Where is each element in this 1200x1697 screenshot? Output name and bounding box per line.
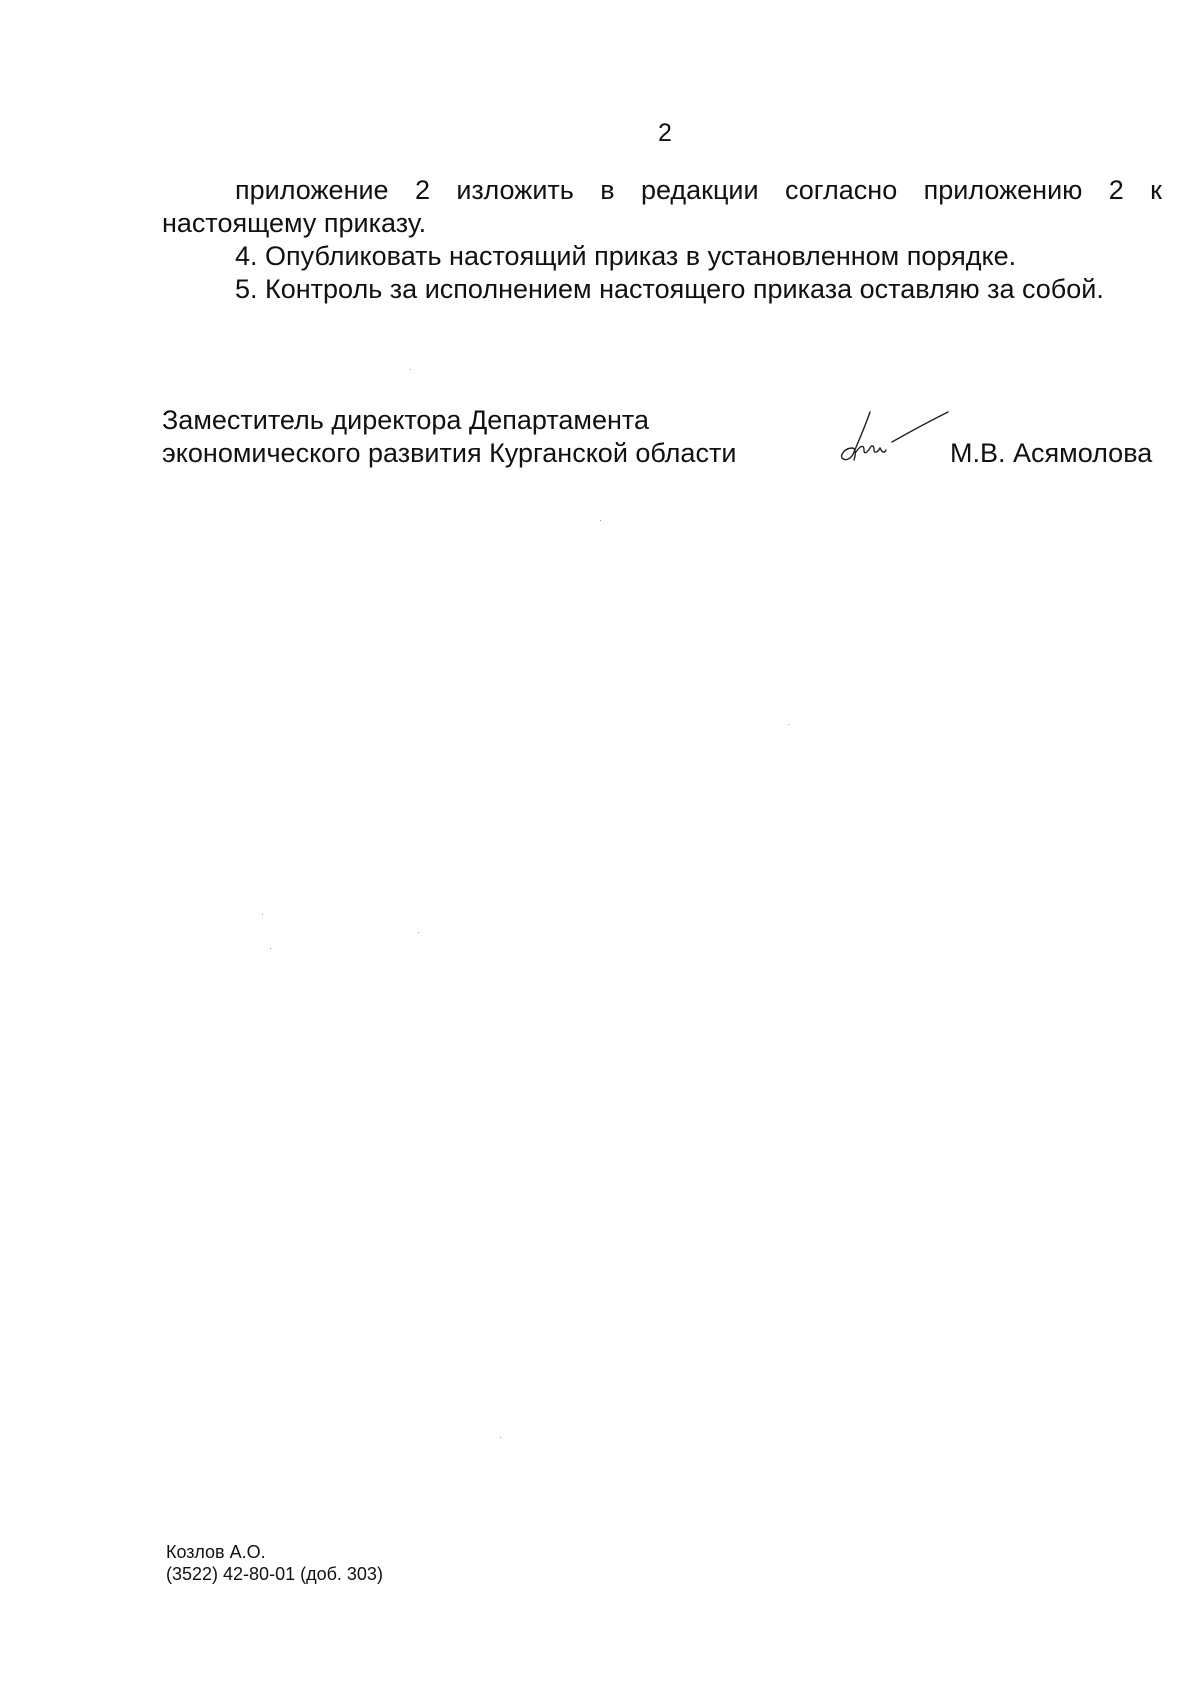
- paragraph-item-5: 5. Контроль за исполнением настоящего приказа оставляю за собой.: [235, 274, 1104, 304]
- order-body: [162, 174, 1162, 306]
- scan-speck: [262, 914, 263, 915]
- signatory-name: М.В. Асямолова: [950, 438, 1153, 468]
- handwritten-signature: [826, 408, 956, 468]
- scan-speck: [410, 369, 411, 370]
- paragraph-item-4: 4. Опубликовать настоящий приказ в установленном порядке.: [235, 241, 1017, 271]
- scan-speck: [500, 1437, 501, 1438]
- scan-speck: [600, 520, 601, 521]
- signatory-position-line: экономического развития Курганской области: [162, 438, 737, 468]
- signatory-position-line: Заместитель директора Департамента: [162, 405, 649, 435]
- scan-speck: [418, 932, 419, 933]
- page-number: 2: [658, 119, 672, 147]
- paragraph-appendix-clause: приложение 2 изложить в редакции согласно приложению 2 к настоящему приказу.: [162, 175, 1162, 238]
- executor-phone: (3522) 42-80-01 (доб. 303): [166, 1564, 383, 1584]
- scan-speck: [270, 948, 271, 949]
- executor-contact: [166, 1541, 383, 1585]
- scan-speck: [788, 724, 789, 725]
- signatory-position: [162, 404, 736, 470]
- executor-name: Козлов А.О.: [166, 1542, 266, 1562]
